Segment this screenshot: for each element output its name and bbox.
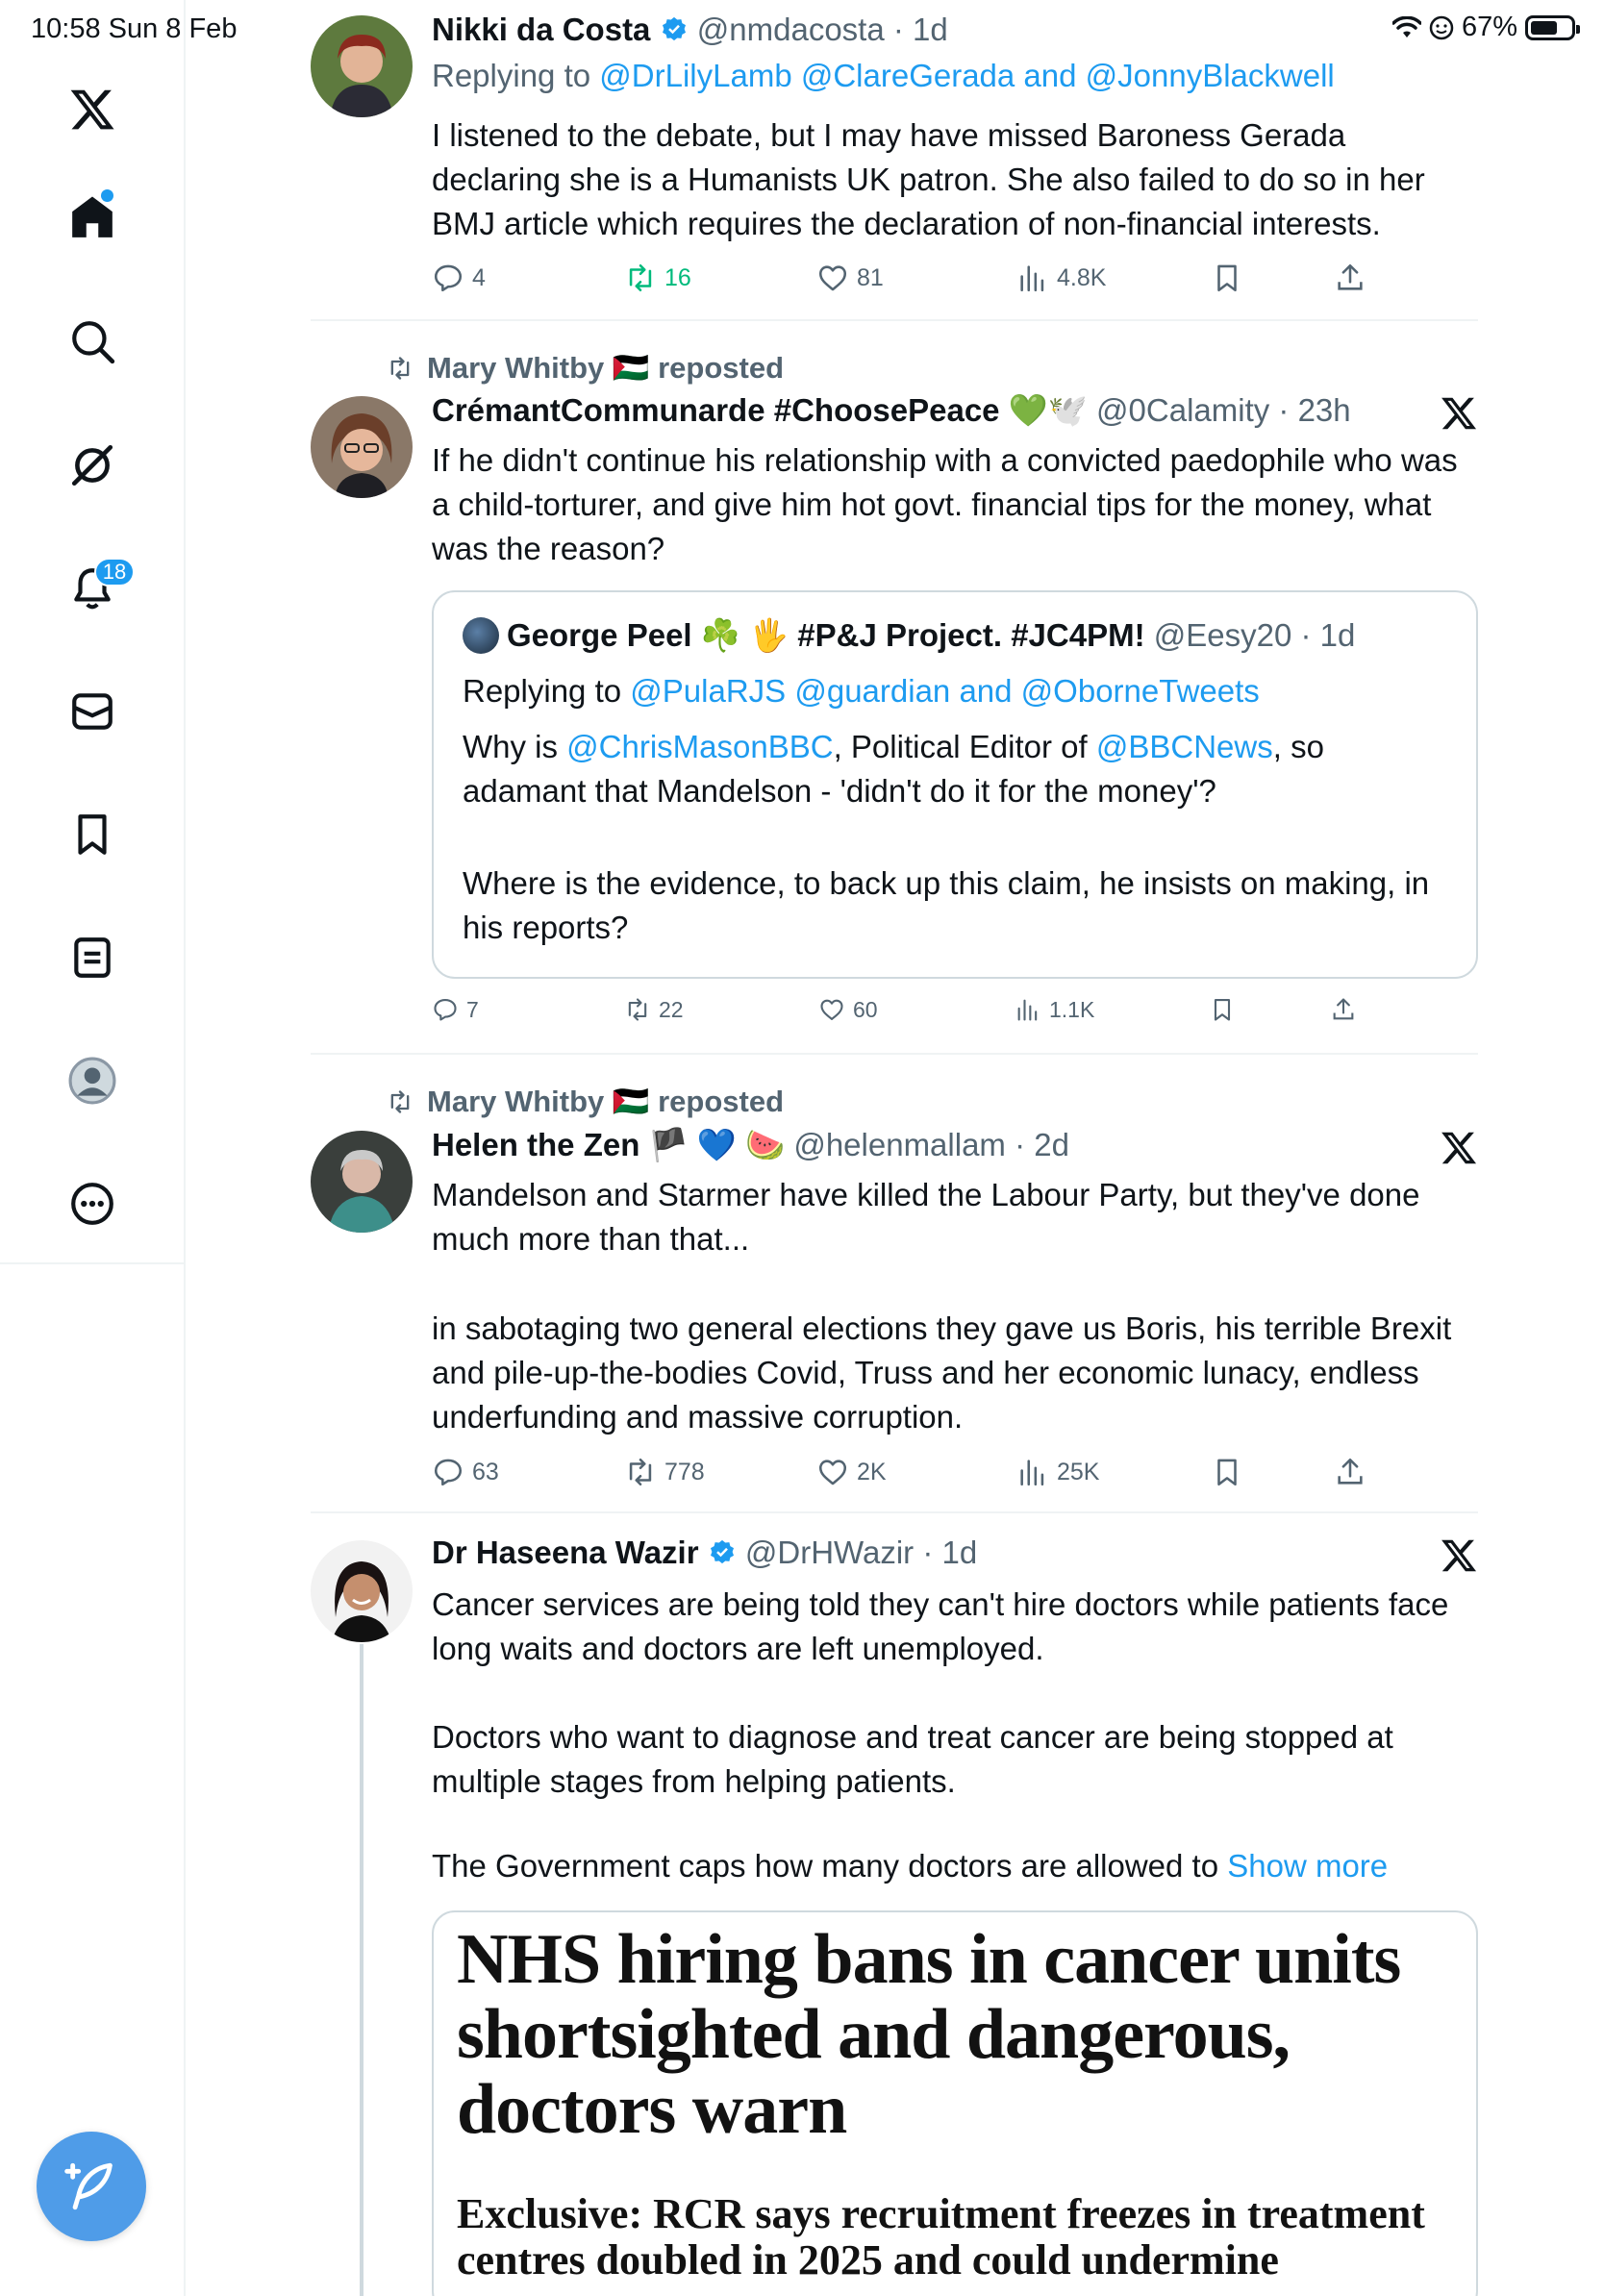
repost-button[interactable] bbox=[624, 996, 684, 1023]
author-handle-time[interactable]: @nmdacosta · 1d bbox=[696, 12, 948, 47]
like-count: 60 bbox=[853, 996, 878, 1022]
author-name[interactable]: CrémantCommunarde #ChoosePeace 💚🕊️ bbox=[432, 392, 1088, 428]
replying-to bbox=[432, 58, 1335, 94]
reply-button[interactable] bbox=[432, 1456, 499, 1488]
compose-feather-icon bbox=[63, 2159, 119, 2214]
home-unread-dot bbox=[101, 189, 113, 202]
heart-icon bbox=[816, 262, 849, 294]
views-button[interactable] bbox=[1015, 996, 1094, 1023]
repost-count: 22 bbox=[659, 996, 684, 1022]
quote-replying-to bbox=[463, 673, 1260, 710]
tweet-actions bbox=[432, 996, 1393, 1035]
views-chart-icon bbox=[1016, 1456, 1049, 1488]
like-button[interactable] bbox=[818, 996, 878, 1023]
tweet-text-para-3 bbox=[432, 1848, 1388, 1884]
views-chart-icon bbox=[1016, 262, 1049, 294]
reposted-by-label[interactable]: Mary Whitby 🇵🇸 reposted bbox=[427, 1085, 785, 1118]
status-indicators bbox=[1392, 12, 1575, 43]
views-button[interactable] bbox=[1016, 1456, 1099, 1488]
tweet-header bbox=[432, 1127, 1069, 1164]
bookmark-button[interactable] bbox=[1211, 1456, 1243, 1488]
search-icon[interactable] bbox=[63, 312, 121, 370]
quote-avatar bbox=[463, 617, 499, 654]
reply-icon bbox=[432, 262, 464, 294]
like-button[interactable] bbox=[816, 1456, 887, 1488]
reply-count: 7 bbox=[466, 996, 479, 1022]
repost-icon bbox=[383, 355, 417, 382]
tweet-text-para-1: Cancer services are being told they can't hire doctors while patients face long waits and doctors are left unemployed. bbox=[432, 1586, 1449, 1666]
author-handle-time[interactable]: @helenmallam · 2d bbox=[793, 1127, 1069, 1162]
messages-icon[interactable] bbox=[63, 683, 121, 740]
reply-button[interactable] bbox=[432, 996, 479, 1023]
repost-icon bbox=[624, 1456, 657, 1488]
notification-badge: 18 bbox=[94, 558, 135, 586]
reposted-by bbox=[383, 1084, 784, 1119]
like-count: 2K bbox=[857, 1458, 887, 1485]
status-time: 10:58 Sun 8 Feb bbox=[31, 13, 238, 44]
like-button[interactable] bbox=[816, 262, 884, 294]
views-count: 1.1K bbox=[1049, 996, 1095, 1022]
repost-count: 778 bbox=[664, 1458, 705, 1485]
quoted-tweet[interactable] bbox=[432, 590, 1478, 979]
quote-text-line-1 bbox=[463, 729, 1324, 765]
tweet-header bbox=[432, 12, 948, 48]
card-headline: NHS hiring bans in cancer units shortsighted and dangerous, doctors warn bbox=[457, 1920, 1401, 2149]
thread-connector bbox=[360, 1644, 363, 2296]
share-icon bbox=[1334, 262, 1366, 294]
repost-count: 16 bbox=[664, 263, 691, 291]
author-name[interactable]: Helen the Zen 🏴 💙 🍉 bbox=[432, 1127, 786, 1162]
sidebar bbox=[0, 0, 186, 2296]
quote-text: , Political Editor of bbox=[833, 729, 1096, 764]
x-source-icon bbox=[1440, 394, 1478, 433]
like-count: 81 bbox=[857, 263, 884, 291]
tweet-text-para-1: Mandelson and Starmer have killed the Labour Party, but they've done much more than that... bbox=[432, 1177, 1420, 1257]
bookmark-button[interactable] bbox=[1209, 996, 1236, 1023]
repost-icon bbox=[624, 262, 657, 294]
bookmark-button[interactable] bbox=[1211, 262, 1243, 294]
quote-author-name: George Peel ☘️ 🖐️ #P&J Project. #JC4PM! bbox=[507, 617, 1145, 653]
compose-post-button[interactable] bbox=[37, 2132, 146, 2241]
lists-icon[interactable] bbox=[63, 929, 121, 986]
quote-text: , so bbox=[1272, 729, 1324, 764]
show-more-link[interactable]: Show more bbox=[1227, 1848, 1389, 1884]
sidebar-separator bbox=[0, 1262, 186, 1264]
battery-percent: 67% bbox=[1461, 12, 1517, 42]
share-icon bbox=[1334, 1456, 1366, 1488]
heart-icon bbox=[816, 1456, 849, 1488]
reposted-by bbox=[383, 350, 784, 386]
bookmark-icon bbox=[1209, 996, 1236, 1023]
views-button[interactable] bbox=[1016, 262, 1106, 294]
share-button[interactable] bbox=[1334, 1456, 1366, 1488]
bookmark-icon bbox=[1211, 262, 1243, 294]
bookmark-icon bbox=[1211, 1456, 1243, 1488]
replying-to-links[interactable]: @DrLilyLamb @ClareGerada and @JonnyBlackwell bbox=[599, 58, 1335, 93]
quote-text-line-2: adamant that Mandelson - 'didn't do it for the money'? bbox=[463, 773, 1216, 809]
battery-icon bbox=[1525, 15, 1575, 40]
author-name[interactable]: Nikki da Costa bbox=[432, 12, 651, 47]
tweet-text-para-2: in sabotaging two general elections they gave us Boris, his terrible Brexit and pile-up-the-bodies Covid, Truss and her economic lunacy, endless underfunding and massive corruption. bbox=[432, 1310, 1452, 1435]
share-button[interactable] bbox=[1334, 262, 1366, 294]
quote-text-para-2: Where is the evidence, to back up this claim, he insists on making, in his reports? bbox=[463, 865, 1430, 945]
avatar[interactable] bbox=[311, 15, 413, 117]
x-logo-icon[interactable] bbox=[63, 81, 121, 138]
reply-count: 4 bbox=[472, 263, 486, 291]
mention-link[interactable]: @BBCNews bbox=[1095, 729, 1273, 764]
author-name[interactable]: Dr Haseena Wazir bbox=[432, 1535, 699, 1570]
repost-button[interactable] bbox=[624, 262, 691, 294]
repost-icon bbox=[624, 996, 651, 1023]
wifi-icon bbox=[1392, 16, 1421, 39]
link-preview-card[interactable] bbox=[432, 1910, 1478, 2296]
author-handle-time[interactable]: @0Calamity · 23h bbox=[1096, 392, 1351, 428]
quote-replying-links[interactable]: @PulaRJS @guardian and @OborneTweets bbox=[630, 673, 1260, 709]
reply-count: 63 bbox=[472, 1458, 499, 1485]
share-button[interactable] bbox=[1330, 996, 1357, 1023]
tweet-text: If he didn't continue his relationship with a convicted paedophile who was a child-torturer, and give him hot govt. financial tips for the money, what was the reason? bbox=[432, 442, 1458, 566]
share-icon bbox=[1330, 996, 1357, 1023]
avatar[interactable] bbox=[311, 396, 413, 498]
reply-icon bbox=[432, 1456, 464, 1488]
quote-header bbox=[463, 617, 1355, 655]
quote-replying-label: Replying to bbox=[463, 673, 622, 709]
bookmarks-icon[interactable] bbox=[63, 806, 121, 863]
reply-button[interactable] bbox=[432, 262, 486, 294]
repost-icon bbox=[383, 1088, 417, 1115]
focus-icon bbox=[1429, 15, 1454, 40]
tweet-actions bbox=[432, 1456, 1393, 1494]
verified-badge-icon bbox=[660, 15, 689, 44]
heart-icon bbox=[818, 996, 845, 1023]
tweet-actions bbox=[432, 262, 1393, 300]
tweet-header bbox=[432, 1535, 977, 1571]
avatar[interactable] bbox=[311, 1540, 413, 1642]
quote-handle-time: @Eesy20 · 1d bbox=[1153, 617, 1356, 653]
profile-avatar-icon[interactable] bbox=[63, 1052, 121, 1110]
verified-badge-icon bbox=[708, 1538, 737, 1567]
tweet-divider bbox=[311, 319, 1478, 321]
views-chart-icon bbox=[1015, 996, 1041, 1023]
reply-icon bbox=[432, 996, 459, 1023]
tweet-text: I listened to the debate, but I may have missed Baroness Gerada declaring she is a Humanists UK patron. She also failed to do so in her BMJ article which requires the declaration of non-financial interests. bbox=[432, 117, 1425, 241]
grok-icon[interactable] bbox=[63, 437, 121, 494]
replying-label: Replying to bbox=[432, 58, 591, 93]
tweet-divider bbox=[311, 1511, 1478, 1513]
tweet-divider bbox=[311, 1053, 1478, 1055]
repost-button[interactable] bbox=[624, 1456, 705, 1488]
views-count: 25K bbox=[1057, 1458, 1100, 1485]
views-count: 4.8K bbox=[1057, 263, 1107, 291]
x-source-icon bbox=[1440, 1536, 1478, 1575]
avatar[interactable] bbox=[311, 1131, 413, 1233]
tweet-text-para-2: Doctors who want to diagnose and treat cancer are being stopped at multiple stages from helping patients. bbox=[432, 1719, 1393, 1799]
more-options-icon[interactable] bbox=[63, 1175, 121, 1233]
card-subheadline: Exclusive: RCR says recruitment freezes in treatment centres doubled in 2025 and could undermine bbox=[457, 2190, 1425, 2284]
mention-link[interactable]: @ChrisMasonBBC bbox=[566, 729, 834, 764]
x-source-icon bbox=[1440, 1129, 1478, 1167]
reposted-by-label[interactable]: Mary Whitby 🇵🇸 reposted bbox=[427, 351, 785, 385]
quote-text: Why is bbox=[463, 729, 567, 764]
tweet-header bbox=[432, 392, 1351, 430]
tweet-text-truncated: The Government caps how many doctors are allowed to bbox=[432, 1848, 1228, 1884]
author-handle-time[interactable]: @DrHWazir · 1d bbox=[744, 1535, 978, 1570]
